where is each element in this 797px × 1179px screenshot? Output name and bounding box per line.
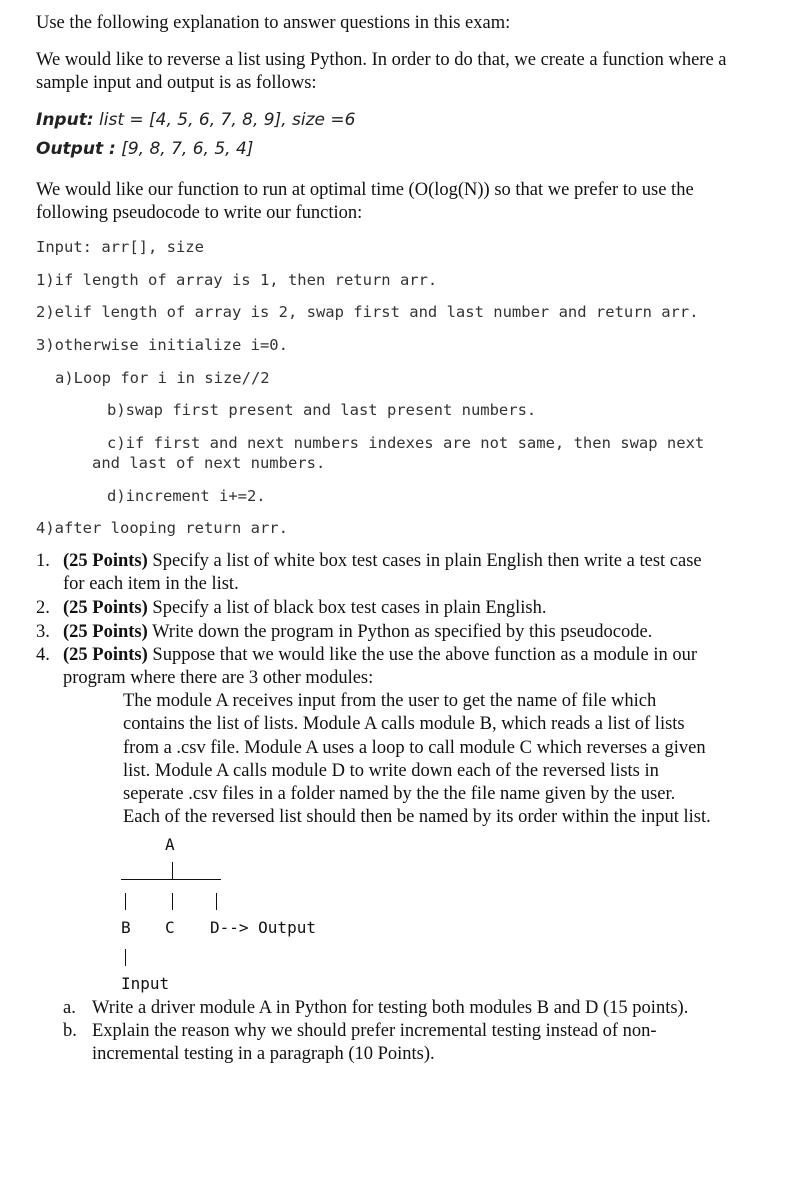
- pseudocode-line-4: 4)after looping return arr.: [36, 519, 288, 537]
- question-4-number: 4.: [36, 645, 50, 665]
- paragraph-2-line-1: We would like our function to run at optimal time (O(log(N)) so that we prefer to use the: [36, 180, 694, 200]
- diagram-node-b: B: [121, 918, 131, 937]
- module-desc-line-5: seperate .csv files in a folder named by the the file name given by the user.: [123, 784, 676, 804]
- question-3: [63, 621, 652, 644]
- sample-output: [36, 139, 253, 159]
- question-4: [63, 644, 697, 667]
- module-desc-line-4: list. Module A calls module D to write down each of the reversed lists in: [123, 761, 659, 781]
- diagram-node-a: A: [165, 835, 175, 854]
- question-1-number: 1.: [36, 551, 50, 571]
- pseudocode-line-a: a)Loop for i in size//2: [55, 369, 270, 387]
- paragraph-1-line-1: We would like to reverse a list using Python. In order to do that, we create a function where a: [36, 50, 727, 70]
- subquestion-a-label: a.: [63, 998, 76, 1018]
- question-1-text-cont: for each item in the list.: [63, 574, 239, 594]
- diagram-horizontal-connector: [121, 879, 221, 880]
- question-2: [63, 597, 547, 620]
- question-4-text-cont: program where there are 3 other modules:: [63, 668, 374, 688]
- input-value: list = [4, 5, 6, 7, 8, 9], size =6: [93, 110, 356, 130]
- question-2-text: Specify a list of black box test cases in plain English.: [147, 598, 547, 618]
- paragraph-2-line-2: following pseudocode to write our function:: [36, 203, 363, 223]
- output-label: Output :: [36, 139, 116, 159]
- subquestion-b-text-cont: incremental testing in a paragraph (10 Points).: [92, 1044, 435, 1064]
- question-3-number: 3.: [36, 622, 50, 642]
- diagram-node-input: Input: [121, 974, 170, 993]
- diagram-connector-a: [172, 862, 173, 879]
- question-4-points: (25 Points): [63, 645, 148, 665]
- paragraph-1-line-2: sample input and output is as follows:: [36, 73, 317, 93]
- question-2-points: (25 Points): [63, 598, 148, 618]
- module-desc-line-1: The module A receives input from the user to get the name of file which: [123, 691, 657, 711]
- question-1-text: Specify a list of white box test cases in plain English then write a test case: [147, 551, 702, 571]
- subquestion-b-text: Explain the reason why we should prefer incremental testing instead of non-: [92, 1021, 657, 1041]
- pseudocode-line-input: Input: arr[], size: [36, 238, 204, 256]
- module-desc-line-6: Each of the reversed list should then be named by its order within the input list.: [123, 807, 711, 827]
- diagram-connector-d: [216, 893, 217, 910]
- diagram-node-d: D--> Output: [210, 918, 316, 937]
- diagram-node-c: C: [165, 918, 175, 937]
- pseudocode-line-d: d)increment i+=2.: [107, 487, 266, 505]
- pseudocode-line-c-cont: and last of next numbers.: [92, 454, 326, 472]
- diagram-connector-c: [172, 893, 173, 910]
- pseudocode-line-c: c)if first and next numbers indexes are not same, then swap next: [107, 434, 705, 452]
- question-1-points: (25 Points): [63, 551, 148, 571]
- pseudocode-line-1: 1)if length of array is 1, then return arr.: [36, 271, 438, 289]
- pseudocode-line-2: 2)elif length of array is 2, swap first and last number and return arr.: [36, 303, 699, 321]
- input-label: Input:: [36, 110, 94, 130]
- question-3-text: Write down the program in Python as specified by this pseudocode.: [147, 622, 653, 642]
- subquestion-b-label: b.: [63, 1021, 77, 1041]
- question-3-points: (25 Points): [63, 622, 148, 642]
- question-4-text: Suppose that we would like the use the above function as a module in our: [147, 645, 698, 665]
- question-1: [63, 550, 702, 573]
- pseudocode-line-3: 3)otherwise initialize i=0.: [36, 336, 288, 354]
- diagram-connector-b: [125, 893, 126, 910]
- sample-input: [36, 110, 355, 130]
- module-desc-line-3: from a .csv file. Module A uses a loop to call module C which reverses a given: [123, 738, 706, 758]
- pseudocode-line-b: b)swap first present and last present numbers.: [107, 401, 537, 419]
- output-value: [9, 8, 7, 6, 5, 4]: [115, 139, 254, 159]
- intro-text: Use the following explanation to answer questions in this exam:: [36, 13, 511, 33]
- diagram-connector-input: [125, 949, 126, 966]
- question-2-number: 2.: [36, 598, 50, 618]
- module-desc-line-2: contains the list of lists. Module A calls module B, which reads a list of lists: [123, 714, 685, 734]
- subquestion-a-text: Write a driver module A in Python for testing both modules B and D (15 points).: [92, 998, 689, 1018]
